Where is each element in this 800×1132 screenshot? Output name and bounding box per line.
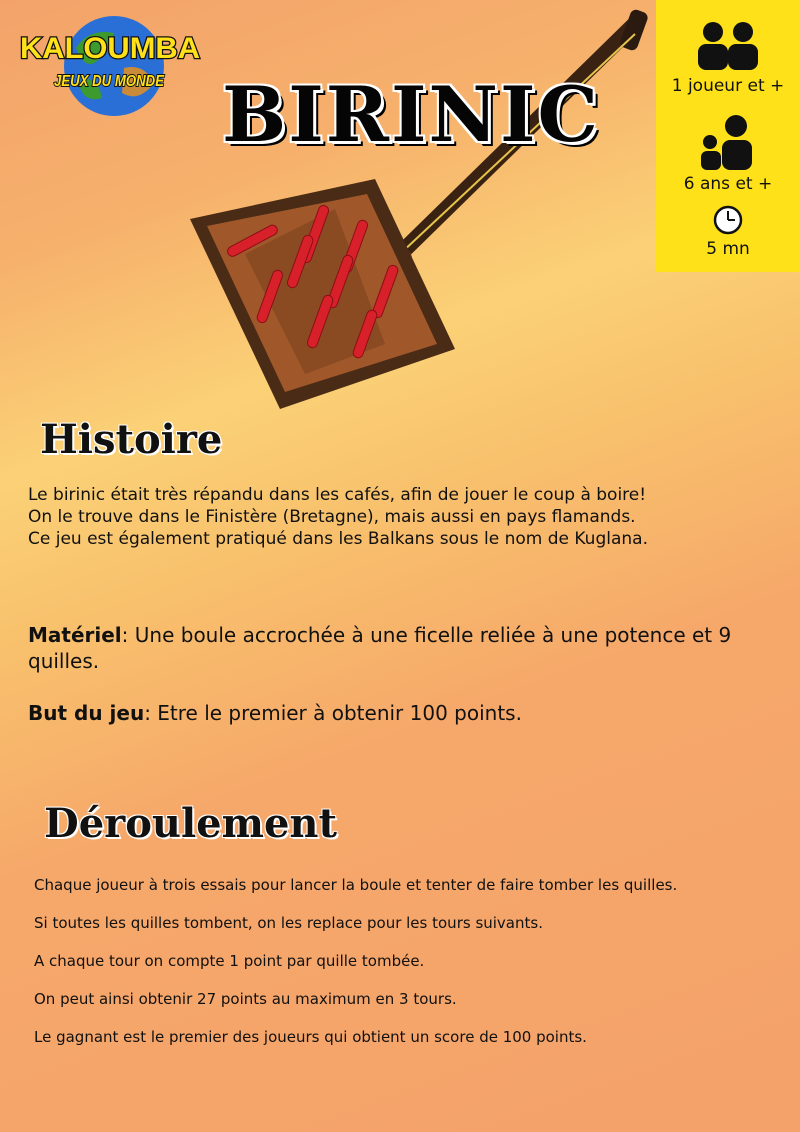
rules-list: [34, 876, 774, 1066]
two-players-icon: [693, 20, 763, 72]
histoire-line: Ce jeu est également pratiqué dans les Balkans sous le nom de Kuglana.: [28, 529, 648, 549]
duration-text: 5 mn: [706, 239, 750, 259]
histoire-line: On le trouve dans le Finistère (Bretagne), mais aussi en pays flamands.: [28, 507, 636, 527]
histoire-heading: Histoire: [40, 416, 223, 463]
players-text: 1 joueur et +: [671, 76, 785, 96]
rule-item: On peut ainsi obtenir 27 points au maximum en 3 tours.: [34, 990, 457, 1008]
but-label: But du jeu: [28, 701, 145, 725]
kaloumba-logo: [14, 8, 204, 118]
players-info: [656, 20, 800, 96]
histoire-line: Le birinic était très répandu dans les cafés, afin de jouer le coup à boire!: [28, 485, 647, 505]
page-title: BIRINIC: [222, 70, 601, 159]
duration-info: [656, 205, 800, 259]
materiel-text: : Une boule accrochée à une ficelle reliée à une potence et 9 quilles.: [28, 623, 732, 673]
but-text: : Etre le premier à obtenir 100 points.: [144, 701, 522, 725]
adult-child-icon: [698, 114, 758, 170]
rule-item: Si toutes les quilles tombent, on les replace pour les tours suivants.: [34, 914, 543, 932]
histoire-text: [28, 484, 778, 550]
deroulement-heading: Déroulement: [44, 800, 337, 847]
game-info-panel: [656, 0, 800, 272]
logo-brand: KALOUMBA: [20, 32, 200, 65]
but-paragraph: [28, 700, 778, 726]
age-text: 6 ans et +: [683, 174, 773, 194]
birinic-game-illustration: [185, 4, 655, 414]
materiel-paragraph: [28, 622, 773, 674]
materiel-label: Matériel: [28, 623, 122, 647]
clock-icon: [712, 205, 744, 235]
rule-item: Le gagnant est le premier des joueurs qui obtient un score de 100 points.: [34, 1028, 587, 1046]
rule-item: A chaque tour on compte 1 point par quille tombée.: [34, 952, 425, 970]
logo-tagline: JEUX DU MONDE: [54, 73, 166, 90]
rule-item: Chaque joueur à trois essais pour lancer la boule et tenter de faire tomber les quilles.: [34, 876, 678, 894]
age-info: [656, 114, 800, 194]
